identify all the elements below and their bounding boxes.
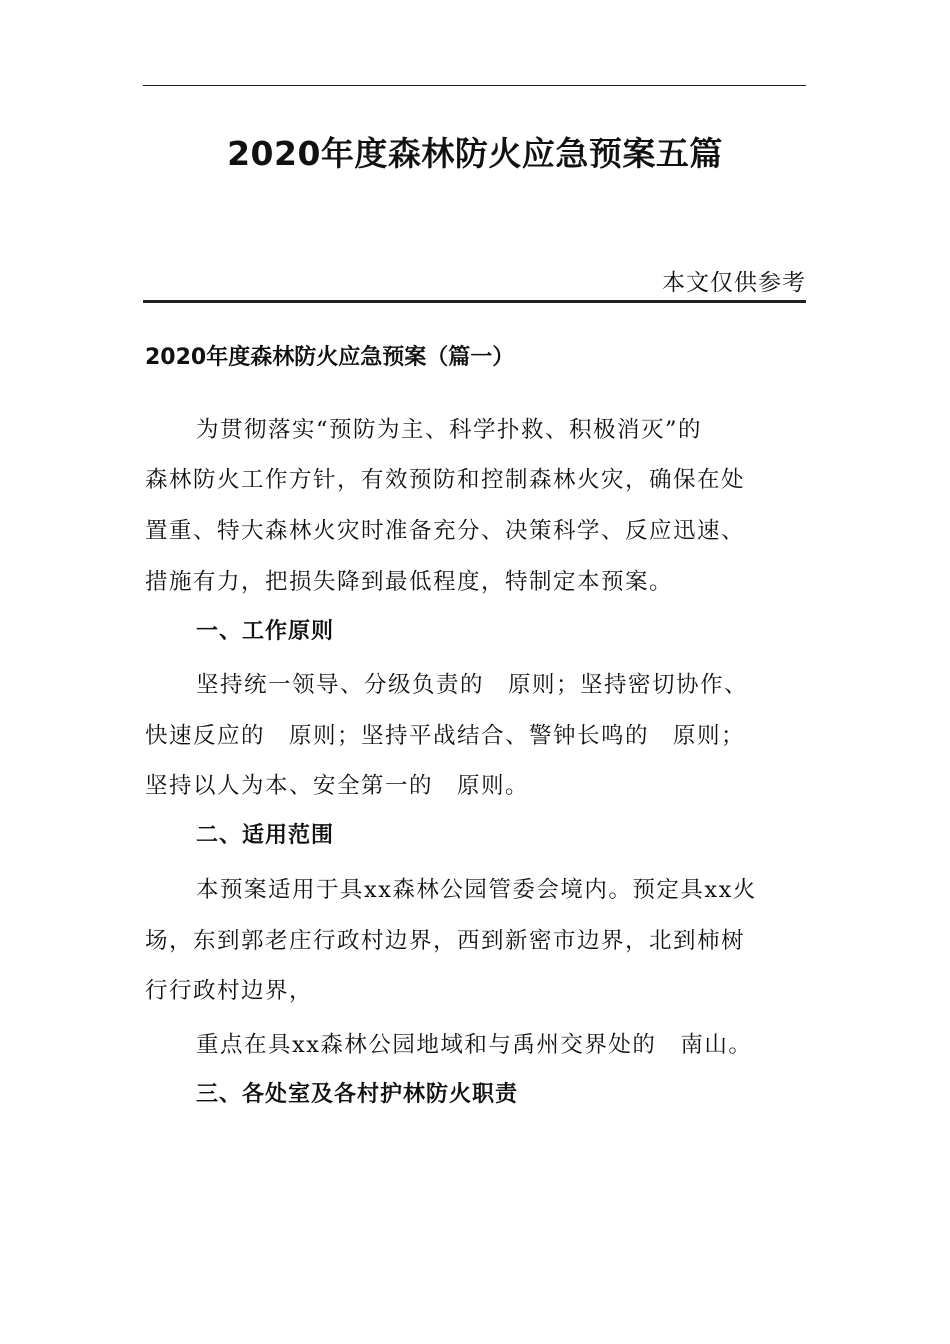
intro-line-4: 措施有力，把损失降到最低程度，特制定本预案。 [145,569,674,595]
divider-rule [143,300,806,303]
heading-work-principles: 一、工作原则 [196,619,335,644]
disclaimer-text: 本文仅供参考 [662,270,806,296]
principles-line-2: 快速反应的 原则；坚持平战结合、警钟长鸣的 原则； [145,723,746,749]
document-title: 2020年度森林防火应急预案五篇 [227,134,723,173]
scope-line-4: 重点在具xx森林公园地域和与禹州交界处的 南山。 [196,1032,753,1058]
intro-line-2: 森林防火工作方针，有效预防和控制森林火灾，确保在处 [145,467,746,493]
scope-line-1: 本预案适用于具xx森林公园管委会境内。预定具xx火 [196,877,757,903]
section-title: 2020年度森林防火应急预案（篇一） [145,345,515,370]
intro-line-1: 为贯彻落实“预防为主、科学扑救、积极消灭”的 [196,417,703,443]
scope-line-2: 场，东到郭老庄行政村边界，西到新密市边界，北到柿树 [145,928,746,954]
principles-line-1: 坚持统一领导、分级负责的 原则；坚持密切协作、 [196,672,749,698]
intro-line-3: 置重、特大森林火灾时准备充分、决策科学、反应迅速、 [145,518,746,544]
principles-line-3: 坚持以人为本、安全第一的 原则。 [145,773,530,799]
scope-line-3: 行行政村边界， [145,978,314,1004]
heading-duties: 三、各处室及各村护林防火职责 [196,1082,519,1107]
heading-scope: 二、适用范围 [196,823,335,848]
header-rule [143,85,806,86]
